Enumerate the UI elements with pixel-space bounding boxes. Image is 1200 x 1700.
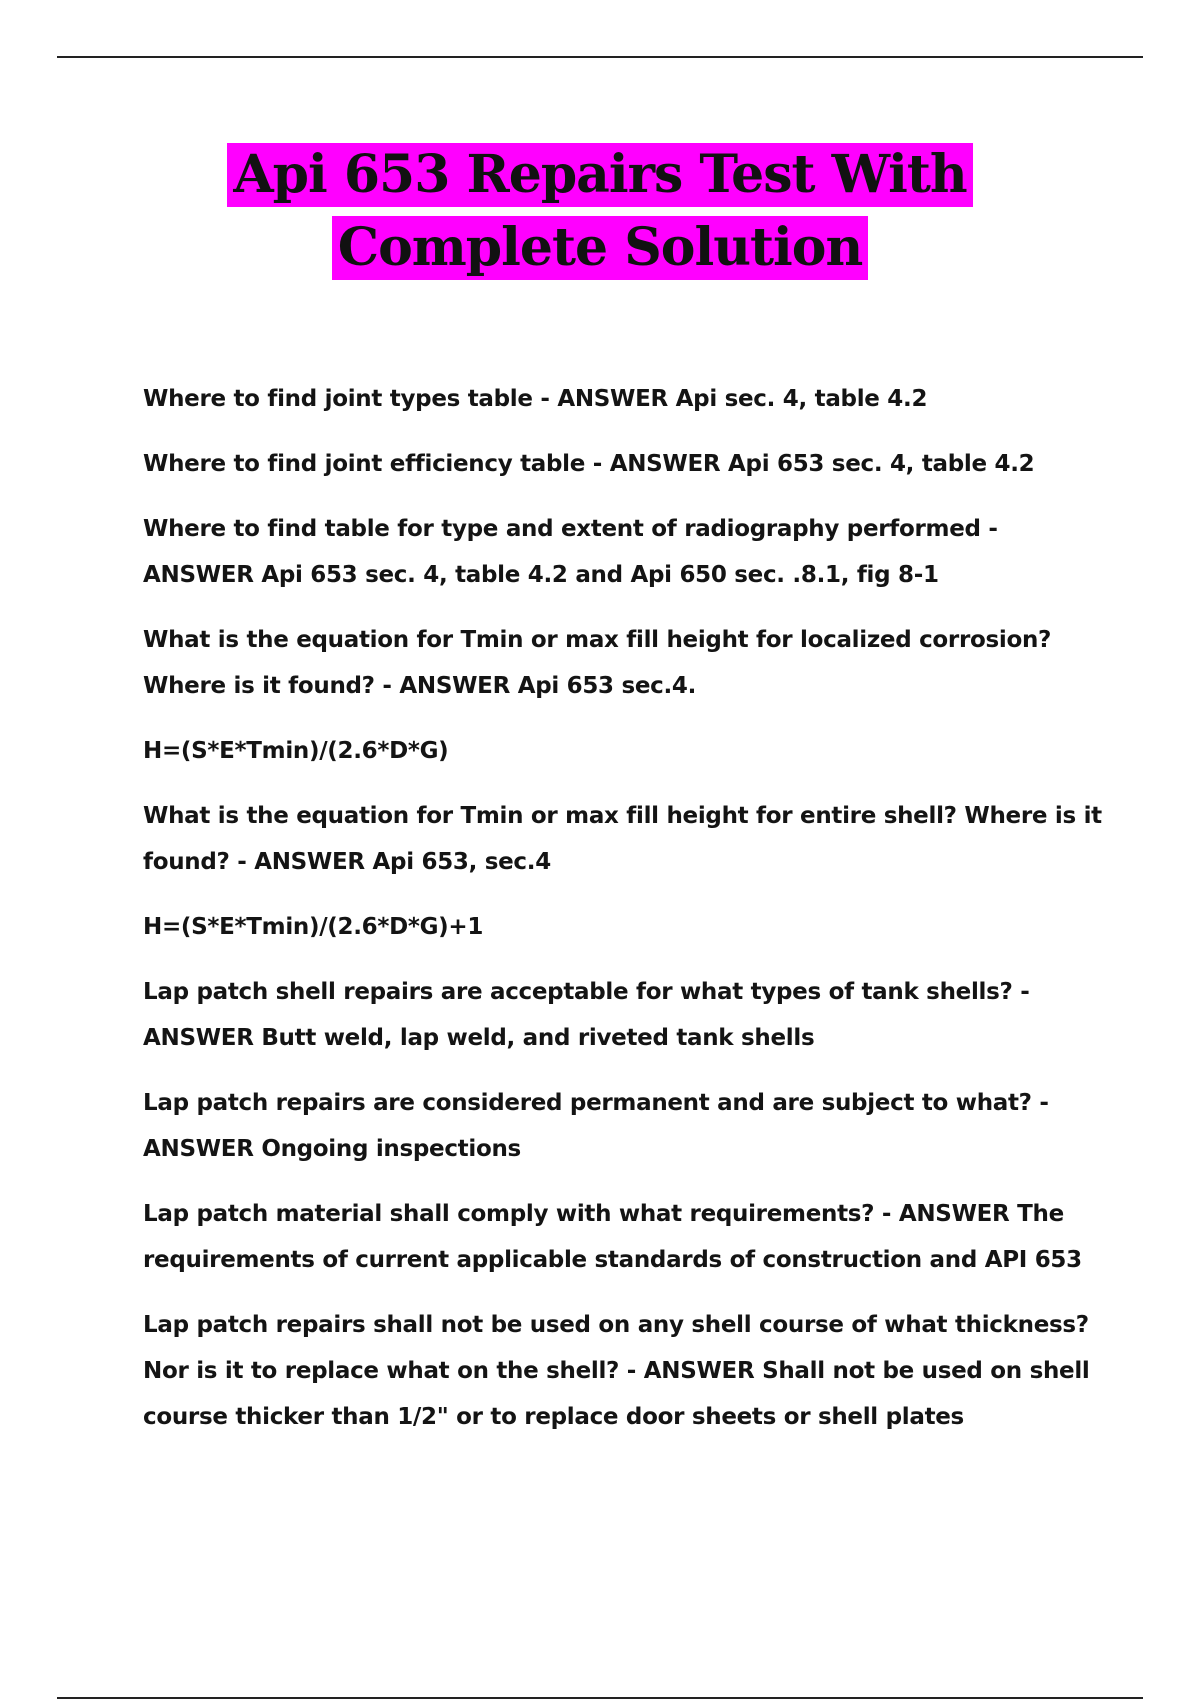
qa-paragraph: What is the equation for Tmin or max fill height for localized corrosion? Where is it found? - ANSWER Api 653 sec.4.: [143, 627, 1052, 699]
title-line-1: Api 653 Repairs Test With: [227, 143, 972, 207]
equation-line: H=(S*E*Tmin)/(2.6*D*G): [143, 738, 449, 764]
qa-paragraph: Lap patch shell repairs are acceptable for what types of tank shells? - ANSWER Butt weld, lap weld, and riveted tank shells: [143, 979, 1030, 1051]
qa-paragraph: Where to find joint types table - ANSWER Api sec. 4, table 4.2: [143, 386, 928, 412]
document-body: [143, 376, 1103, 1459]
qa-paragraph: Lap patch repairs shall not be used on any shell course of what thickness? Nor is it to replace what on the shell? - ANSWER Shall not be used on shell course thicker than 1/2" or to replace door sheets or shell plates: [143, 1312, 1090, 1430]
title-line-2: Complete Solution: [332, 216, 869, 280]
top-rule: [57, 56, 1143, 58]
qa-paragraph: Lap patch repairs are considered permanent and are subject to what? - ANSWER Ongoing inspections: [143, 1090, 1049, 1162]
qa-paragraph: What is the equation for Tmin or max fill height for entire shell? Where is it found? - ANSWER Api 653, sec.4: [143, 803, 1102, 875]
qa-paragraph: Where to find table for type and extent of radiography performed - ANSWER Api 653 sec. 4, table 4.2 and Api 650 sec. .8.1, fig 8-1: [143, 516, 998, 588]
equation-line: H=(S*E*Tmin)/(2.6*D*G)+1: [143, 914, 484, 940]
qa-paragraph: Where to find joint efficiency table - ANSWER Api 653 sec. 4, table 4.2: [143, 451, 1035, 477]
bottom-rule: [57, 1697, 1143, 1699]
document-title: [0, 143, 1200, 280]
qa-paragraph: Lap patch material shall comply with what requirements? - ANSWER The requirements of current applicable standards of construction and API 653: [143, 1201, 1082, 1273]
